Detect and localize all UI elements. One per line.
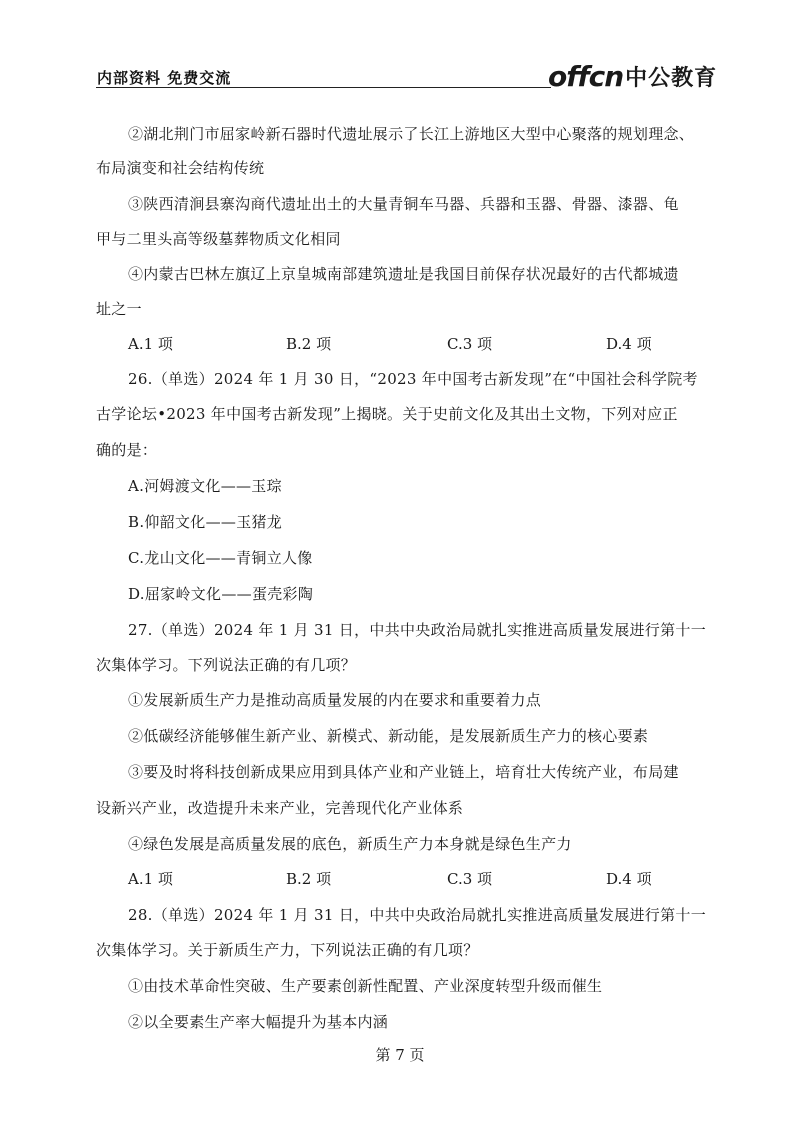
text-line: 次集体学习。关于新质生产力，下列说法正确的有几项？	[96, 941, 479, 959]
brand-logo	[548, 60, 717, 94]
text-line: 次集体学习。下列说法正确的有几项？	[96, 656, 357, 674]
header-caption: 内部资料 免费交流	[97, 69, 232, 87]
option-a: A.1 项	[128, 870, 173, 888]
choice-d: D.屈家岭文化——蛋壳彩陶	[128, 585, 314, 603]
question-27-line: 27.（单选）2024 年 1 月 31 日，中共中央政治局就扎实推进高质量发展进行第十一	[128, 621, 707, 639]
option-d: D.4 项	[606, 335, 652, 353]
text-line: ④内蒙古巴林左旗辽上京皇城南部建筑遗址是我国目前保存状况最好的古代都城遗	[128, 265, 679, 283]
text-line: ②湖北荆门市屈家岭新石器时代遗址展示了长江上游地区大型中心聚落的规划理念、	[128, 125, 695, 143]
text-line: ④绿色发展是高质量发展的底色，新质生产力本身就是绿色生产力	[128, 835, 572, 853]
text-line: 甲与二里头高等级墓葬物质文化相同	[96, 230, 341, 248]
option-a: A.1 项	[128, 335, 173, 353]
text-line: 确的是：	[96, 441, 158, 459]
text-line: ②低碳经济能够催生新产业、新模式、新动能，是发展新质生产力的核心要素	[128, 727, 649, 745]
page-number: 第 7 页	[375, 1046, 425, 1064]
choice-b: B.仰韶文化——玉猪龙	[128, 513, 283, 531]
text-line: 址之一	[96, 300, 142, 318]
text-line: ①发展新质生产力是推动高质量发展的内在要求和重要着力点	[128, 691, 542, 709]
question-26-line: 26.（单选）2024 年 1 月 30 日，“2023 年中国考古新发现”在“中国社会科学院考	[128, 370, 698, 388]
option-b: B.2 项	[286, 335, 332, 353]
question-28-line: 28.（单选）2024 年 1 月 31 日，中共中央政治局就扎实推进高质量发展进行第十一	[128, 906, 707, 924]
header-divider	[96, 87, 551, 88]
text-line: ①由技术革命性突破、生产要素创新性配置、产业深度转型升级而催生	[128, 977, 603, 995]
text-line: ③要及时将科技创新成果应用到具体产业和产业链上，培育壮大传统产业，布局建	[128, 763, 679, 781]
text-line: ②以全要素生产率大幅提升为基本内涵	[128, 1013, 389, 1031]
logo-text: 中公教育	[625, 66, 718, 91]
text-line: 布局演变和社会结构传统	[96, 159, 265, 177]
option-c: C.3 项	[447, 870, 493, 888]
choice-c: C.龙山文化——青铜立人像	[128, 549, 313, 567]
option-d: D.4 项	[606, 870, 652, 888]
option-c: C.3 项	[447, 335, 493, 353]
text-line: 设新兴产业，改造提升未来产业，完善现代化产业体系	[96, 799, 464, 817]
option-b: B.2 项	[286, 870, 332, 888]
choice-a: A.河姆渡文化——玉琮	[128, 477, 282, 495]
logo-mark: offcn	[548, 60, 624, 93]
text-line: ③陕西清涧县寨沟商代遗址出土的大量青铜车马器、兵器和玉器、骨器、漆器、龟	[128, 195, 679, 213]
text-line: 古学论坛•2023 年中国考古新发现”上揭晓。关于史前文化及其出土文物，下列对应正	[96, 405, 678, 423]
